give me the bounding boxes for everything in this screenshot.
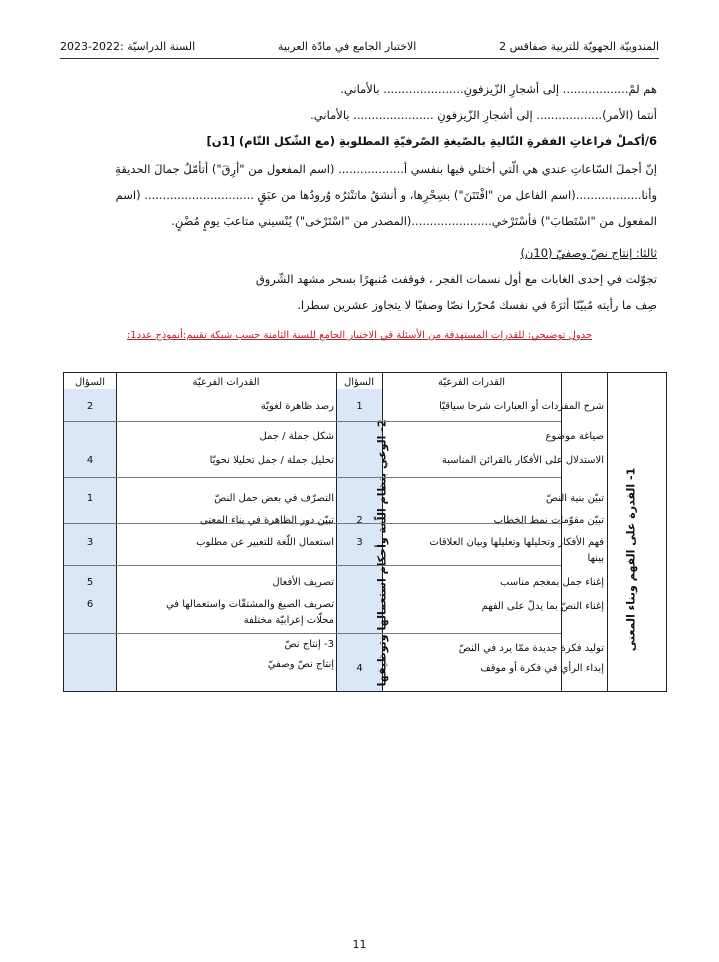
question-number: 6 [86, 599, 94, 610]
skills-table [63, 372, 667, 692]
skill-left-5: تبيّن دور الظاهرة في بناء المعنى [200, 515, 334, 526]
question-number: 3 [86, 537, 94, 548]
skill-right-11: إبداء الرأي في فكرة أو موقف [480, 663, 604, 674]
question-6-heading: 6/أكملْ فراغاتِ الفقرةِ التّاليةِ بالصّيغةِ الصّرفيّةِ المطلوبةِ (مع الشّكل التّام) [1ن] [206, 134, 657, 148]
row-divider [64, 565, 336, 566]
row-divider [336, 477, 561, 478]
header-question-left: السؤال [75, 377, 105, 388]
row-divider [64, 477, 336, 478]
skill-right-9: إغناء النصّ بما يدلّ على الفهم [481, 601, 604, 612]
skill-left-4: التصرّف في بعض جمل النصّ [214, 493, 334, 504]
competency-1-label: 1- القدرة على الفهم وبناء المعنى [624, 467, 638, 652]
row-divider [64, 633, 336, 634]
question-number: 1 [86, 493, 94, 504]
table-caption: جدول توضيحي: للقدرات المستهدفة من الأسئلة في الاختبار الجامع للسنة الثامنة حسب شبكة تقييم:أنموذج عدد1: [126, 330, 593, 341]
skill-left-11: إنتاج نصّ وصفيّ [267, 659, 334, 670]
question-number: 2 [356, 515, 363, 526]
text-line: هم لمْ.................. إلى أشجارِ الزّيزفونِ...................... بالأماني. [340, 82, 657, 96]
skill-left-7: تصريف الأفعال [272, 577, 334, 588]
row-divider [64, 421, 336, 422]
skill-left-6: استعمال اللّغة للتعبير عن مطلوب [196, 537, 334, 548]
skill-left-9: محلّات إعرابيّة مختلفة [243, 615, 334, 626]
skill-left-10: 3- إنتاج نصّ [284, 639, 334, 650]
skill-right-10: توليد فكرة جديدة ممّا يرد في النصّ [458, 643, 604, 654]
skill-right-6: فهم الأفكار وتحليلها وتعليلها وبيان العلاقات [429, 537, 604, 548]
row-divider [336, 421, 561, 422]
question-number: 3 [356, 537, 363, 548]
page-header [60, 36, 659, 56]
header-directorate: المندوبيّة الجهويّة للتربية صفاقس 2 [499, 39, 659, 53]
skill-right-2: صياغة موضوع [545, 431, 604, 442]
question-number: 1 [356, 401, 363, 412]
row-divider [336, 633, 561, 634]
header-question-right: السؤال [344, 377, 374, 388]
text-line: تجوّلت في إحدى الغابات مع أول نسمات الفجر ، فوقفت مُنبهرًا بسحر مشهد الشّروق [255, 272, 657, 286]
section-three-heading: ثالثا: إنتاج نصّ وصفيّ (10ن) [520, 246, 657, 260]
skill-left-1: رصد ظاهرة لغويّة [260, 401, 334, 412]
header-school-year: السنة الدراسيّة :2022-2023 [60, 39, 196, 53]
header-exam-title: الاختبار الجامع في مادّة العربية [277, 39, 417, 53]
skill-right-8: إغناء جمل بمعجم مناسب [500, 577, 604, 588]
skill-right-4: تبيّن بنية النصّ [545, 493, 604, 504]
text-line: صِف ما رأيته مُبيّنًا أثرَهُ في نفسك مُحرّرا نصّا وصفيّا لا يتجاوز عشرين سطرا. [297, 298, 657, 312]
question-number: 5 [86, 577, 94, 588]
question-number: 4 [86, 455, 94, 466]
question-number: 2 [86, 401, 94, 412]
page-number: 11 [352, 938, 367, 951]
competency-2-label: 2- الوعي بنظام اللّغة وأحكام استعمالها وتوظيفها [375, 419, 389, 687]
col-divider [607, 373, 608, 691]
skill-right-7: بينها [587, 553, 604, 564]
text-line: وأنا..................(اسم الفاعل من "افْتَتَنَ") بسِحْرِها، و أنشقُ ماتنْثرُه وُرودُها من عبَقٍ .............................. (اسم [115, 188, 657, 202]
question-number: 4 [356, 663, 363, 674]
skill-right-1: شرح المفردات أو العبارات شرحا سياقيّا [439, 401, 604, 412]
text-line: أنتما (الأمر).................. إلى أشجارِ الزّيزفونِ ...................... بالأماني. [310, 108, 657, 122]
header-skills-left: القدرات الفرعيّة [192, 377, 260, 388]
skill-left-8: تصريف الصيغ والمشتقّات واستعمالها في [165, 599, 334, 610]
header-divider [60, 58, 659, 59]
header-skills-right: القدرات الفرعيّة [437, 377, 506, 388]
skill-right-5: تبيّن مقوّمات نمط الخطاب [493, 515, 604, 526]
text-line: المفعول من "اسْتَطابَ") فأسْتَرْخي......................(المصدر من "اسْتَرْخى") يُنْسيني متاعبَ يومٍ مُضْنٍ. [171, 214, 657, 228]
skill-left-2: شكل جملة / جمل [259, 431, 334, 442]
skill-left-3: تحليل جملة / جمل تحليلا نحويّا [209, 455, 334, 466]
row-divider [336, 565, 561, 566]
skill-right-3: الاستدلال على الأفكار بالقرائن المناسبة [441, 455, 604, 466]
text-line: إنّ أجملَ السّاعاتِ عندي هي الّتي أختلي فيها بنفسي أ.................. (اسم المفعول من "أرِقَ") أتأمّلُ جمالَ الحديقةِ [115, 162, 657, 176]
